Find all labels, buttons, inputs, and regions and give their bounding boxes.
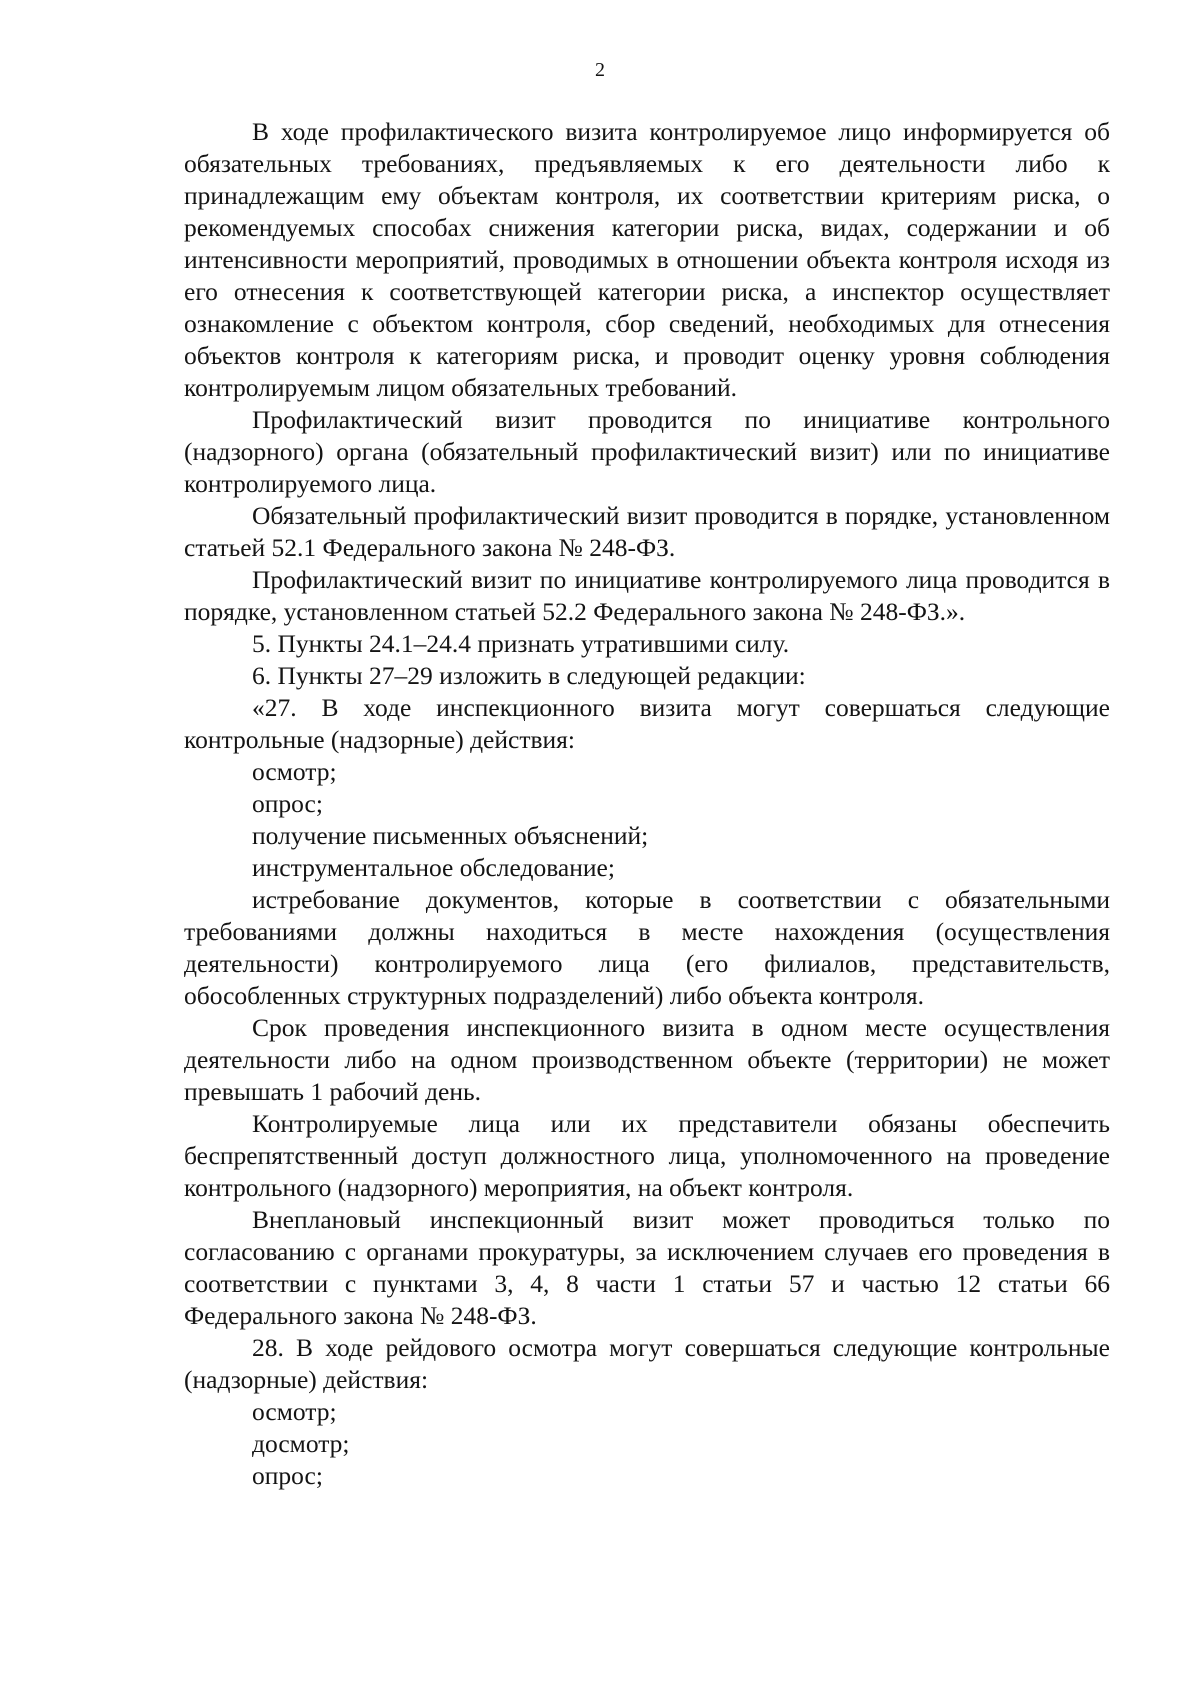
paragraph-item-5: 5. Пункты 24.1–24.4 признать утратившими силу. xyxy=(252,629,790,658)
paragraph-visit-information: В ходе профилактического визита контролируемое лицо информируется об обязательных требованиях, предъявляемых к его деятельности либо к принадлежащим ему объектам контроля, их соответствии критериям риска, о рекомендуемых способах снижения категории риска, видах, содержании и об интенсивности мероприятий, проводимых в отношении объекта контроля исходя из его отнесения к соответствующей категории риска, а инспектор осуществляет ознакомление с объектом контроля, сбор сведений, необходимых для отнесения объектов контроля к категориям риска, и проводит оценку уровня соблюдения контролируемым лицом обязательных требований. xyxy=(184,117,1110,402)
list-item-documents: истребование документов, которые в соответствии с обязательными требованиями должны находиться в месте нахождения (осуществления деятельности) контролируемого лица (его филиалов, представительств, обособленных структурных подразделений) либо объекта контроля. xyxy=(184,885,1110,1010)
list-item: инструментальное обследование; xyxy=(252,853,615,882)
list-item: опрос; xyxy=(252,789,323,818)
paragraph-item-27: «27. В ходе инспекционного визита могут совершаться следующие контрольные (надзорные) действия: xyxy=(184,693,1110,754)
paragraph-unscheduled-visit: Внеплановый инспекционный визит может проводиться только по согласованию с органами прокуратуры, за исключением случаев его проведения в соответствии с пунктами 3, 4, 8 части 1 статьи 57 и частью 12 статьи 66 Федерального закона № 248-ФЗ. xyxy=(184,1205,1110,1330)
list-item: досмотр; xyxy=(252,1429,350,1458)
paragraph-visit-initiative: Профилактический визит проводится по инициативе контрольного (надзорного) органа (обязательный профилактический визит) или по инициативе контролируемого лица. xyxy=(184,405,1110,498)
document-body xyxy=(184,116,1110,1492)
paragraph-initiative-visit: Профилактический визит по инициативе контролируемого лица проводится в порядке, установленном статьей 52.2 Федерального закона № 248-ФЗ.». xyxy=(184,565,1110,626)
list-item: осмотр; xyxy=(252,757,337,786)
list-item: осмотр; xyxy=(252,1397,337,1426)
page-number: 2 xyxy=(595,59,605,81)
paragraph-item-28: 28. В ходе рейдового осмотра могут совершаться следующие контрольные (надзорные) действия: xyxy=(184,1333,1110,1394)
list-item: опрос; xyxy=(252,1461,323,1490)
list-item: получение письменных объяснений; xyxy=(252,821,649,850)
paragraph-visit-duration: Срок проведения инспекционного визита в одном месте осуществления деятельности либо на одном производственном объекте (территории) не может превышать 1 рабочий день. xyxy=(184,1013,1110,1106)
paragraph-mandatory-visit: Обязательный профилактический визит проводится в порядке, установленном статьей 52.1 Федерального закона № 248-ФЗ. xyxy=(184,501,1110,562)
paragraph-item-6: 6. Пункты 27–29 изложить в следующей редакции: xyxy=(252,661,806,690)
paragraph-access: Контролируемые лица или их представители обязаны обеспечить беспрепятственный доступ должностного лица, уполномоченного на проведение контрольного (надзорного) мероприятия, на объект контроля. xyxy=(184,1109,1110,1202)
